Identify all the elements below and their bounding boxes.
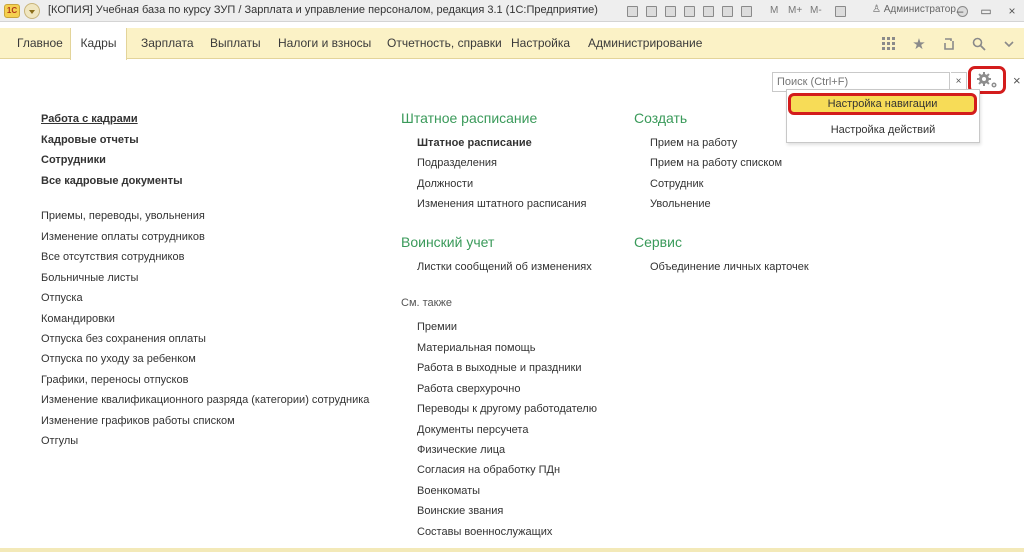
link-all-hr-documents[interactable]: Все кадровые документы bbox=[41, 175, 183, 187]
link-positions[interactable]: Должности bbox=[417, 178, 474, 190]
link-create-hiring[interactable]: Прием на работу bbox=[650, 137, 738, 149]
group-title-service: Сервис bbox=[634, 234, 682, 250]
section-panel bbox=[0, 28, 1024, 59]
link-hr-work[interactable]: Работа с кадрами bbox=[41, 113, 138, 125]
link-bonuses[interactable]: Премии bbox=[417, 321, 457, 333]
link-military-offices[interactable]: Военкоматы bbox=[417, 485, 481, 497]
section-tools bbox=[874, 28, 1024, 59]
link-create-dismissal[interactable]: Увольнение bbox=[650, 198, 711, 210]
menu-item-action-settings[interactable]: Настройка действий bbox=[830, 124, 936, 136]
minimize-button[interactable]: – bbox=[956, 4, 964, 18]
link-create-employee[interactable]: Сотрудник bbox=[650, 178, 704, 190]
memory-button-m-minus[interactable]: M- bbox=[810, 5, 822, 16]
titlebar-toolbar bbox=[624, 3, 754, 19]
link-employer-transfers[interactable]: Переводы к другому работодателю bbox=[417, 403, 597, 415]
current-user[interactable] bbox=[872, 4, 956, 15]
memory-button-m[interactable]: M bbox=[770, 5, 779, 16]
link-employees[interactable]: Сотрудники bbox=[41, 154, 106, 166]
link-pd-consents[interactable]: Согласия на обработку ПДн bbox=[417, 464, 561, 476]
link-business-trips[interactable]: Командировки bbox=[41, 313, 115, 325]
tab-payments[interactable]: Выплаты bbox=[210, 36, 261, 50]
compare-icon[interactable] bbox=[700, 3, 716, 19]
fullscreen-icon[interactable] bbox=[832, 3, 848, 19]
group-title-create: Создать bbox=[634, 110, 688, 126]
search-clear-button[interactable]: × bbox=[951, 72, 967, 92]
link-hirings-transfers[interactable]: Приемы, переводы, увольнения bbox=[41, 210, 205, 222]
link-military-ranks[interactable]: Воинские звания bbox=[417, 505, 504, 517]
link-pay-changes[interactable]: Изменение оплаты сотрудников bbox=[41, 231, 205, 243]
tab-administration[interactable]: Администрирование bbox=[588, 36, 703, 50]
calculator-icon[interactable] bbox=[738, 3, 754, 19]
close-window-button[interactable]: × bbox=[1008, 4, 1016, 18]
user-icon: ♙ bbox=[872, 4, 884, 15]
link-change-notices[interactable]: Листки сообщений об изменениях bbox=[417, 261, 592, 273]
link-childcare-leaves[interactable]: Отпуска по уходу за ребенком bbox=[41, 353, 196, 365]
link-icon[interactable] bbox=[681, 3, 697, 19]
gear-icon bbox=[975, 71, 999, 89]
window-controls bbox=[952, 3, 1020, 19]
close-section-button[interactable]: × bbox=[1013, 73, 1021, 88]
link-staff-schedule[interactable]: Штатное расписание bbox=[417, 137, 532, 149]
search-icon[interactable] bbox=[964, 28, 994, 59]
tab-salary[interactable]: Зарплата bbox=[141, 36, 194, 50]
group-title-military: Воинский учет bbox=[401, 234, 495, 250]
link-qualification-change[interactable]: Изменение квалификационного разряда (категории) сотрудника bbox=[41, 394, 370, 406]
save-icon[interactable] bbox=[624, 3, 640, 19]
link-military-staff[interactable]: Составы военнослужащих bbox=[417, 526, 553, 538]
maximize-button[interactable]: ▭ bbox=[980, 4, 992, 18]
tab-taxes[interactable]: Налоги и взносы bbox=[278, 36, 372, 50]
link-staff-schedule-changes[interactable]: Изменения штатного расписания bbox=[417, 198, 587, 210]
link-overtime[interactable]: Работа сверхурочно bbox=[417, 383, 521, 395]
title-bar bbox=[0, 0, 1024, 22]
tab-settings[interactable]: Настройка bbox=[511, 36, 571, 50]
link-merge-cards[interactable]: Объединение личных карточек bbox=[650, 261, 809, 273]
link-vacation-schedules[interactable]: Графики, переносы отпусков bbox=[41, 374, 189, 386]
link-time-off[interactable]: Отгулы bbox=[41, 435, 79, 447]
calendar-icon[interactable] bbox=[719, 3, 735, 19]
see-also-title: См. также bbox=[401, 297, 452, 309]
star-icon[interactable]: ★ bbox=[912, 35, 926, 53]
preview-icon[interactable] bbox=[662, 3, 678, 19]
grid-icon[interactable] bbox=[874, 28, 904, 59]
settings-dropdown bbox=[786, 89, 980, 143]
app-logo-icon: 1С bbox=[4, 4, 20, 18]
group-title-staffing: Штатное расписание bbox=[401, 110, 538, 126]
tab-hr[interactable]: Кадры bbox=[70, 28, 127, 60]
link-unpaid-leaves[interactable]: Отпуска без сохранения оплаты bbox=[41, 333, 206, 345]
bottom-border bbox=[0, 548, 1024, 552]
memory-button-m-plus[interactable]: M+ bbox=[788, 5, 803, 16]
history-icon[interactable] bbox=[934, 28, 964, 59]
user-name: Администратор bbox=[883, 4, 956, 15]
link-vacations[interactable]: Отпуска bbox=[41, 292, 83, 304]
link-individuals[interactable]: Физические лица bbox=[417, 444, 506, 456]
link-all-absences[interactable]: Все отсутствия сотрудников bbox=[41, 251, 185, 263]
link-weekend-work[interactable]: Работа в выходные и праздники bbox=[417, 362, 582, 374]
link-schedule-changes[interactable]: Изменение графиков работы списком bbox=[41, 415, 235, 427]
tab-reports[interactable]: Отчетность, справки bbox=[387, 36, 502, 50]
chevron-down-icon[interactable] bbox=[994, 28, 1024, 59]
link-create-hiring-list[interactable]: Прием на работу списком bbox=[650, 157, 782, 169]
link-personnel-records[interactable]: Документы персучета bbox=[417, 424, 529, 436]
print-icon[interactable] bbox=[643, 3, 659, 19]
menu-item-navigation-settings[interactable]: Настройка навигации bbox=[788, 93, 977, 115]
link-departments[interactable]: Подразделения bbox=[417, 157, 497, 169]
link-financial-aid[interactable]: Материальная помощь bbox=[417, 342, 536, 354]
main-menu-icon[interactable] bbox=[24, 3, 40, 19]
window-title: [КОПИЯ] Учебная база по курсу ЗУП / Зарплата и управление персоналом, редакция 3.1 (1С:Предприятие) bbox=[48, 4, 598, 16]
tab-main[interactable]: Главное bbox=[17, 36, 63, 50]
link-sick-leaves[interactable]: Больничные листы bbox=[41, 272, 139, 284]
link-hr-reports[interactable]: Кадровые отчеты bbox=[41, 134, 139, 146]
